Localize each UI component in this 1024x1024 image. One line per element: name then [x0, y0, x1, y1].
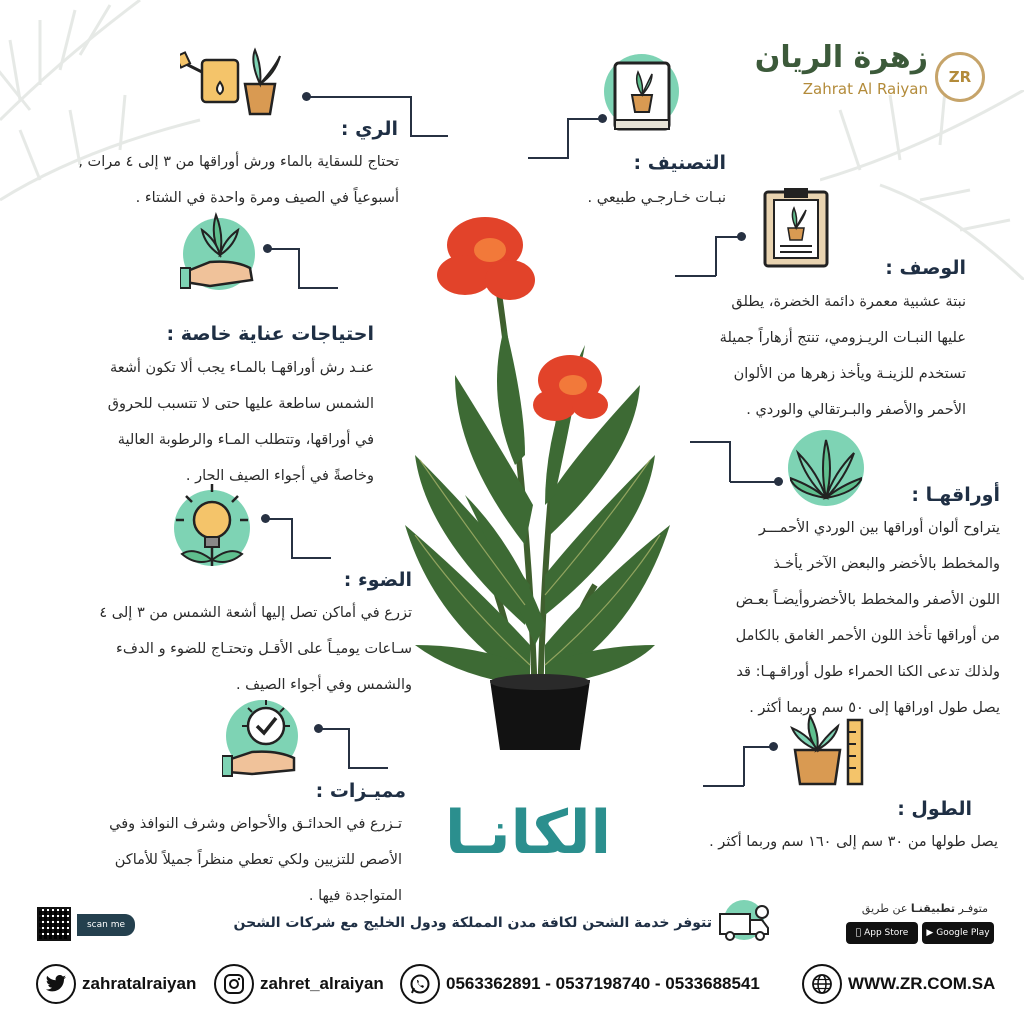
twitter-link[interactable]	[36, 964, 196, 1004]
connector-line	[306, 96, 411, 98]
scan-me-button[interactable]: scan me	[77, 914, 135, 936]
connector-line	[567, 118, 569, 158]
available-suffix: عن طريق	[861, 902, 908, 915]
globe-icon	[802, 964, 842, 1004]
connector-line	[716, 236, 738, 238]
light-text	[12, 595, 412, 703]
classification-text: نبـات خـارجـي طبيعي .	[587, 190, 726, 206]
palm-leaf-decoration	[820, 90, 1024, 280]
connector-line	[410, 96, 412, 136]
features-line: الأصص للتزيين ولكي تعطي منظراً جميلاً للأماكن	[114, 852, 402, 868]
features-line: المتواجدة فيها .	[308, 888, 402, 904]
connector-line	[729, 441, 731, 482]
description-line: عليها النبـات الريـزومي، تنتج أزهاراً جميلة	[719, 330, 966, 346]
light-line: تزرع في أماكن تصل إليها أشعة الشمس من ٣ إلى ٤	[99, 605, 412, 621]
google-play-label: Google Play	[936, 928, 990, 938]
qr-code[interactable]	[37, 907, 71, 941]
irrigation-heading: الري :	[340, 118, 398, 140]
website-link[interactable]	[802, 964, 995, 1004]
light-heading: الضوء :	[343, 569, 412, 591]
available-app: تطبيقنـا	[910, 902, 956, 915]
twitter-handle: zahratalraiyan	[82, 974, 197, 993]
instagram-icon	[214, 964, 254, 1004]
canna-plant-image	[395, 205, 675, 760]
features-heading: مميـزات :	[315, 780, 406, 802]
leaves-icon	[790, 438, 862, 500]
brand-name-ar: زهرة الريان	[754, 40, 928, 75]
connector-line	[318, 728, 349, 730]
irrigation-line: تحتاج للسقاية بالماء ورش أوراقها من ٣ إلى ٤ مرات ,	[78, 154, 399, 170]
description-line: نبتة عشبية معمرة دائمة الخضرة، يطلق	[731, 294, 966, 310]
special-care-text	[4, 350, 374, 494]
connector-line	[744, 746, 770, 748]
app-availability-label	[862, 902, 988, 915]
apple-icon	[856, 928, 861, 938]
connector-line	[690, 441, 730, 443]
features-line: تـزرع في الحدائـق والأحواض وشرف النوافذ وفي	[109, 816, 402, 832]
light-line: سـاعات يوميـاً على الأقـل وتحتـاج للضوء و الدفء	[116, 641, 412, 657]
connector-line	[298, 248, 300, 288]
product-title: الكانـا	[445, 798, 612, 868]
clipboard-icon	[762, 186, 830, 268]
light-bulb-icon	[172, 482, 252, 572]
hand-check-icon	[222, 698, 304, 778]
leaves-line: اللون الأصفر والمخطط بالأخضروأيضـاً بعـض	[735, 592, 1000, 608]
description-line: الأحمر والأصفر والبـرتقالي والوردي .	[746, 402, 966, 418]
connector-line	[528, 157, 569, 159]
instagram-link[interactable]	[214, 964, 384, 1004]
description-line: تستخدم للزينـة ويأخذ زهرها من الألوان	[733, 366, 966, 382]
connector-line	[715, 236, 717, 276]
classification-heading: التصنيف :	[633, 152, 726, 174]
connector-line	[348, 767, 388, 769]
irrigation-line: أسبوعياً في الصيف ومرة واحدة في الشتاء .	[135, 190, 399, 206]
leaves-line: ولذلك تدعى الكنا الحمراء طول أوراقـهـا: قد	[736, 664, 1000, 680]
description-text	[636, 284, 966, 428]
brand-name-en: Zahrat Al Raiyan	[802, 80, 928, 98]
instagram-handle: zahret_alraiyan	[260, 974, 384, 993]
connector-line	[265, 518, 292, 520]
special-care-line: الشمس ساطعة عليها حتى لا تتسبب للحروق	[107, 396, 374, 412]
hand-plant-icon	[180, 210, 260, 295]
connector-line	[410, 135, 448, 137]
connector-line	[675, 275, 716, 277]
connector-line	[267, 248, 299, 250]
leaves-line: من أوراقها تأخذ اللون الأحمر الغامق بالكامل	[735, 628, 1000, 644]
connector-line	[703, 785, 744, 787]
features-text	[2, 806, 402, 914]
connector-line	[348, 728, 350, 768]
connector-line	[291, 518, 293, 558]
leaves-line: يتراوح ألوان أوراقها بين الوردي الأحمـــر	[758, 520, 1000, 536]
connector-line	[568, 118, 600, 120]
whatsapp-link[interactable]	[400, 964, 760, 1004]
height-text: يصل طولها من ٣٠ سم إلى ١٦٠ سم وربما أكثر .	[709, 834, 998, 850]
connector-line	[730, 481, 776, 483]
app-store-label: App Store	[861, 928, 906, 938]
leaves-text	[640, 510, 1000, 726]
special-care-line: وخاصةً في أجواء الصيف الحار .	[185, 468, 374, 484]
connector-dot	[769, 742, 778, 751]
play-icon: ▶	[926, 928, 934, 938]
leaves-line: يصل طول اوراقها إلى ٥٠ سم وربما أكثر .	[749, 700, 1000, 716]
irrigation-text	[9, 144, 399, 216]
special-care-line: عنـد رش أوراقهـا بالمـاء يجب ألا تكون أشعة	[110, 360, 374, 376]
shipping-info-text: تتوفر خدمة الشحن لكافة مدن المملكة ودول الخليج مع شركات الشحن	[233, 915, 712, 931]
light-line: والشمس وفي أجواء الصيف .	[235, 677, 412, 693]
connector-line	[291, 557, 331, 559]
leaves-line: والمخطط بالأخضر والبعض الآخر يأخـذ	[773, 556, 1000, 572]
watering-can-icon	[180, 42, 285, 117]
height-heading: الطول :	[897, 798, 972, 820]
phone-numbers: 0563362891 - 0537198740 - 0533688541	[446, 974, 760, 993]
description-heading: الوصف :	[885, 257, 966, 279]
delivery-truck-icon	[718, 904, 774, 944]
google-play-button[interactable]	[922, 922, 994, 944]
app-store-button[interactable]	[846, 922, 918, 944]
whatsapp-icon	[400, 964, 440, 1004]
connector-line	[743, 746, 745, 786]
special-care-heading: احتياجات عناية خاصة :	[166, 323, 374, 345]
leaves-heading: أوراقهـا :	[911, 484, 1000, 506]
twitter-icon	[36, 964, 76, 1004]
special-care-line: في أوراقها، وتتطلب المـاء والرطوبة العالية	[117, 432, 374, 448]
book-plant-icon	[612, 60, 672, 135]
connector-dot	[737, 232, 746, 241]
connector-line	[298, 287, 338, 289]
brand-logo-badge: ZR	[935, 52, 985, 102]
available-prefix: متوفـر	[958, 902, 988, 915]
website-url: WWW.ZR.COM.SA	[848, 974, 996, 993]
